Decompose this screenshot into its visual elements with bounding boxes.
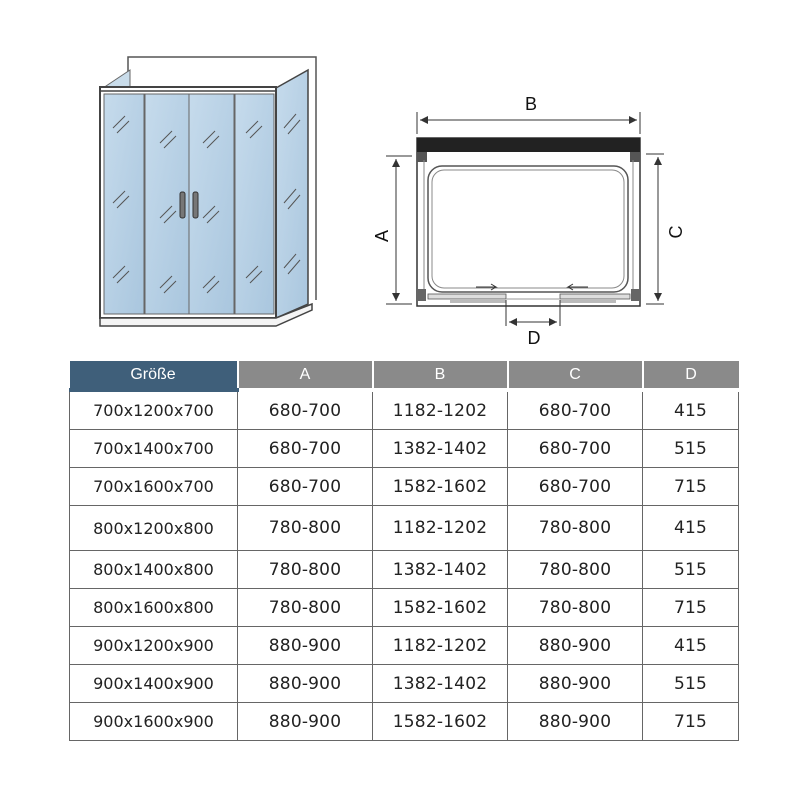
- dimension-label-d: D: [527, 328, 541, 348]
- b-cell: 1182-1202: [373, 506, 508, 551]
- size-cell: 900x1600x900: [70, 703, 238, 741]
- size-table-header: [70, 361, 739, 390]
- d-cell: 415: [643, 506, 739, 551]
- a-cell: 880-900: [238, 627, 373, 665]
- header-b: B: [373, 361, 508, 390]
- a-cell: 880-900: [238, 665, 373, 703]
- table-row: [70, 468, 739, 506]
- b-cell: 1582-1602: [373, 589, 508, 627]
- size-cell: 800x1600x800: [70, 589, 238, 627]
- c-cell: 680-700: [508, 430, 643, 468]
- table-row: [70, 430, 739, 468]
- b-cell: 1382-1402: [373, 430, 508, 468]
- table-row: [70, 703, 739, 741]
- c-cell: 780-800: [508, 506, 643, 551]
- a-cell: 880-900: [238, 703, 373, 741]
- b-cell: 1582-1602: [373, 468, 508, 506]
- d-cell: 415: [643, 627, 739, 665]
- header-c: C: [508, 361, 643, 390]
- c-cell: 880-900: [508, 665, 643, 703]
- b-cell: 1182-1202: [373, 627, 508, 665]
- size-table: [69, 361, 739, 741]
- wall-edge: [417, 138, 640, 152]
- size-cell: 800x1400x800: [70, 551, 238, 589]
- d-cell: 415: [643, 390, 739, 430]
- a-cell: 780-800: [238, 589, 373, 627]
- d-cell: 715: [643, 703, 739, 741]
- shower-enclosure-illustration: [0, 0, 800, 360]
- a-cell: 680-700: [238, 390, 373, 430]
- size-cell: 800x1200x800: [70, 506, 238, 551]
- d-cell: 515: [643, 551, 739, 589]
- header-d: D: [643, 361, 739, 390]
- table-row: [70, 589, 739, 627]
- size-cell: 900x1200x900: [70, 627, 238, 665]
- d-cell: 715: [643, 589, 739, 627]
- d-cell: 715: [643, 468, 739, 506]
- a-cell: 680-700: [238, 430, 373, 468]
- table-row: [70, 390, 739, 430]
- b-cell: 1382-1402: [373, 551, 508, 589]
- b-cell: 1182-1202: [373, 390, 508, 430]
- c-cell: 680-700: [508, 468, 643, 506]
- c-cell: 680-700: [508, 390, 643, 430]
- d-cell: 515: [643, 665, 739, 703]
- table-row: [70, 506, 739, 551]
- a-cell: 780-800: [238, 551, 373, 589]
- table-row: [70, 551, 739, 589]
- b-cell: 1582-1602: [373, 703, 508, 741]
- dimension-label-c: C: [666, 225, 686, 239]
- shower-3d-view: [100, 57, 316, 326]
- d-cell: 515: [643, 430, 739, 468]
- size-cell: 700x1400x700: [70, 430, 238, 468]
- a-cell: 680-700: [238, 468, 373, 506]
- header-a: A: [238, 361, 373, 390]
- c-cell: 880-900: [508, 703, 643, 741]
- dimension-label-a: A: [372, 229, 392, 243]
- dimension-label-b: B: [524, 94, 538, 114]
- door-handle-right: [193, 192, 198, 218]
- header-size: Größe: [70, 361, 238, 390]
- table-row: [70, 627, 739, 665]
- c-cell: 880-900: [508, 627, 643, 665]
- size-cell: 700x1600x700: [70, 468, 238, 506]
- c-cell: 780-800: [508, 551, 643, 589]
- table-row: [70, 665, 739, 703]
- b-cell: 1382-1402: [373, 665, 508, 703]
- shower-top-view: [372, 94, 686, 348]
- a-cell: 780-800: [238, 506, 373, 551]
- size-cell: 900x1400x900: [70, 665, 238, 703]
- c-cell: 780-800: [508, 589, 643, 627]
- size-cell: 700x1200x700: [70, 390, 238, 430]
- door-handle-left: [180, 192, 185, 218]
